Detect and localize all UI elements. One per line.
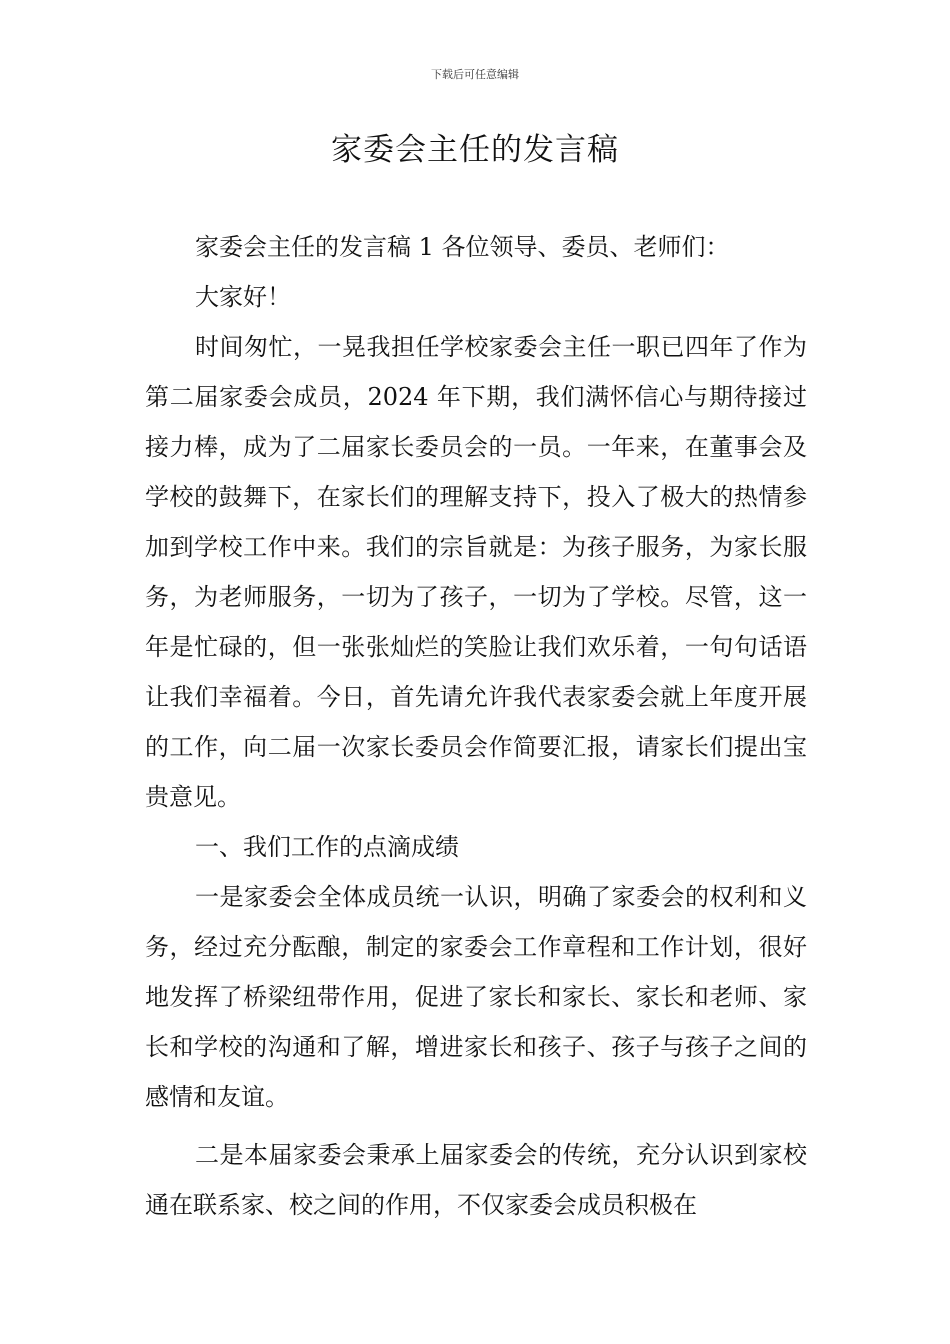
paragraph-point-one: 一是家委会全体成员统一认识，明确了家委会的权利和义务，经过充分酝酿，制定的家委会工作章程和工作计划，很好地发挥了桥梁纽带作用，促进了家长和家长、家长和老师、家长和学校的沟通和了解，增进家长和孩子、孩子与孩子之间的感情和友谊。 <box>145 883 807 1111</box>
paragraph-intro: 时间匆忙，一晃我担任学校家委会主任一职已四年了作为第二届家委会成员，2024 年下期，我们满怀信心与期待接过接力棒，成为了二届家长委员会的一员。一年来，在董事会及学校的鼓舞下，在家长们的理解支持下，投入了极大的热情参加到学校工作中来。我们的宗旨就是：为孩子服务，为家长服务，为老师服务，一切为了孩子，一切为了学校。尽管，这一年是忙碌的，但一张张灿烂的笑脸让我们欢乐着，一句句话语让我们幸福着。今日，首先请允许我代表家委会就上年度开展的工作，向二届一次家长委员会作简要汇报，请家长们提出宝贵意见。 <box>145 333 807 811</box>
document-body <box>145 222 807 1230</box>
header-note: 下载后可任意编辑 <box>431 68 519 81</box>
document-title: 家委会主任的发言稿 <box>331 132 619 168</box>
paragraph-point-two: 二是本届家委会秉承上届家委会的传统，充分认识到家校通在联系家、校之间的作用，不仅家委会成员积极在 <box>145 1141 807 1219</box>
section-heading: 一、我们工作的点滴成绩 <box>195 833 459 861</box>
paragraph-salutation: 家委会主任的发言稿 1 各位领导、委员、老师们： <box>195 233 730 261</box>
paragraph-greeting: 大家好！ <box>195 283 291 311</box>
